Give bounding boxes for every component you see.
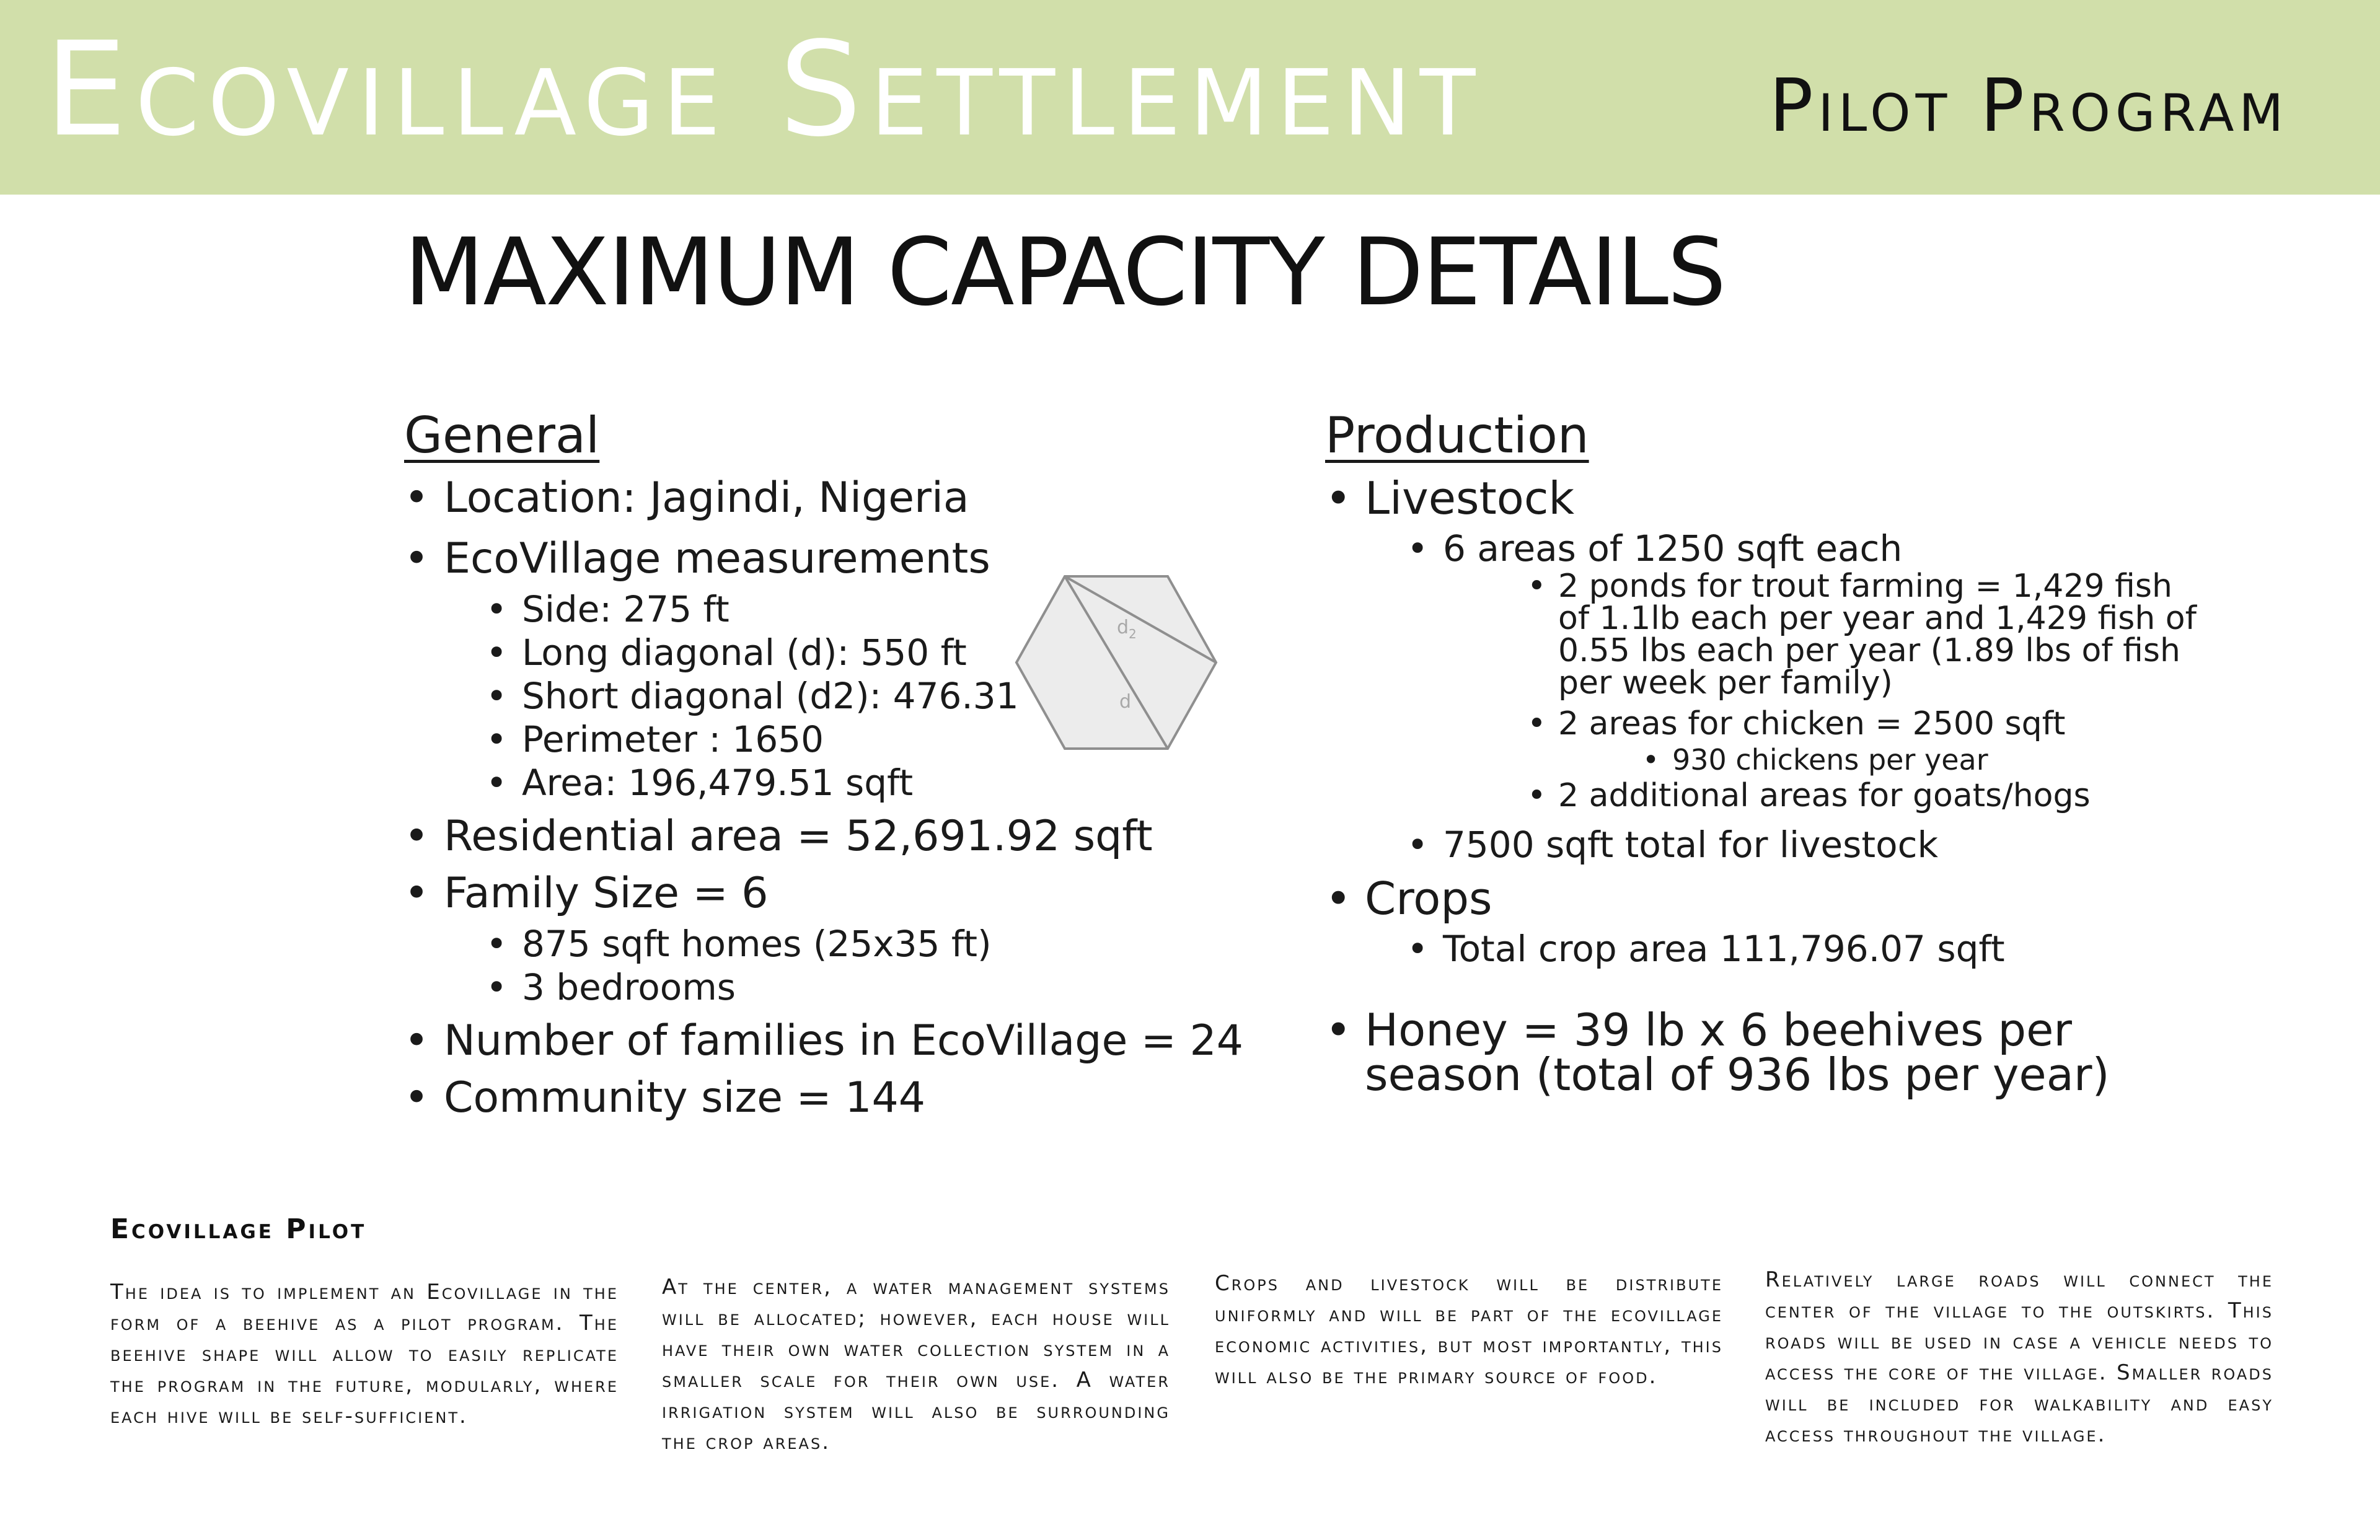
long-diagonal-item: • Long diagonal (d): 550 ft [483, 631, 1247, 674]
slide-title: MAXIMUM CAPACITY DETAILS [404, 219, 1726, 327]
goats-item: • 2 additional areas for goats/hogs [1525, 780, 2292, 812]
diagram-label-d: d [1119, 691, 1132, 713]
general-section [404, 402, 1247, 1127]
livestock-areas-item [1404, 527, 2292, 812]
side-item: • Side: 275 ft [483, 587, 1247, 631]
production-heading: Production [1325, 407, 1589, 464]
location-item: • Location: Jagindi, Nigeria [404, 470, 1247, 527]
family-size-list [444, 922, 1247, 1009]
ponds-item: • 2 ponds for trout farming = 1,429 fish of 1.1lb each per year and 1,429 fish of 0.55 lbs each per year (1.89 lbs of fish per week per family) [1525, 570, 2213, 699]
number-of-families-item: • Number of families in EcoVillage = 24 [404, 1013, 1247, 1070]
livestock-areas-list [1443, 570, 2292, 812]
short-diagonal-item: • Short diagonal (d2): 476.31 [483, 674, 1247, 718]
livestock-label: Livestock [1365, 472, 1575, 524]
perimeter-item: • Perimeter : 1650 [483, 718, 1247, 761]
livestock-item [1325, 470, 2292, 866]
diagram-label-d2: $d_2$ [1117, 617, 1137, 641]
family-size-item [404, 865, 1247, 1009]
chicken-item [1525, 705, 2292, 780]
production-list [1325, 470, 2292, 1101]
pilot-paragraph: Crops and livestock will be distribute uniformly and will be part of the ecovillage economic activities, but most importantly, this will also be the primary source of food. [1215, 1271, 1723, 1389]
pilot-heading: Ecovillage Pilot [110, 1213, 367, 1245]
pilot-paragraph: At the center, a water management systems will be allocated; however, each house will have their own water collection system in a smaller scale for their own use. A water irrigation system will also be surrounding the crop areas. [662, 1275, 1170, 1454]
livestock-list [1365, 527, 2292, 866]
bedrooms-item: • 3 bedrooms [483, 966, 1247, 1009]
general-heading: General [404, 407, 600, 464]
chickens-per-year-item: • 930 chickens per year [1640, 740, 2292, 780]
homes-item: • 875 sqft homes (25x35 ft) [483, 922, 1247, 966]
livestock-total-item: • 7500 sqft total for livestock [1404, 823, 2292, 866]
crops-label: Crops [1365, 873, 1492, 925]
family-size-label: Family Size = 6 [444, 869, 769, 918]
hexagon-diagram [1014, 574, 1219, 751]
page-subtitle: Pilot Program [1769, 63, 2288, 148]
area-item: • Area: 196,479.51 sqft [483, 761, 1247, 804]
measurements-label: EcoVillage measurements [444, 534, 990, 583]
honey-item: • Honey = 39 lb x 6 beehives per season (total of 936 lbs per year) [1325, 1008, 2131, 1097]
crops-list [1365, 927, 2292, 970]
pilot-paragraph: Relatively large roads will connect the center of the village to the outskirts. This roads will be used in case a vehicle needs to access the core of the village. Smaller roads will be included for walkability and easy access throughout the village. [1765, 1267, 2273, 1447]
residential-area-item: • Residential area = 52,691.92 sqft [404, 808, 1247, 865]
chicken-list [1558, 740, 2292, 780]
production-section [1325, 402, 2292, 1101]
general-list [404, 470, 1247, 1127]
livestock-areas-label: 6 areas of 1250 sqft each [1443, 527, 1903, 570]
crops-item [1325, 870, 2292, 970]
page-title: Ecovillage Settlement [45, 14, 1484, 165]
header-band [0, 0, 2380, 195]
pilot-paragraph: The idea is to implement an Ecovillage in the form of a beehive as a pilot program. The beehive shape will allow to easily replicate the program in the future, modularly, where each hive will be self-sufficient. [110, 1280, 619, 1428]
chicken-label: 2 areas for chicken = 2500 sqft [1558, 705, 2066, 742]
crop-area-item: • Total crop area 111,796.07 sqft [1404, 927, 2292, 970]
community-size-item: • Community size = 144 [404, 1070, 1247, 1127]
